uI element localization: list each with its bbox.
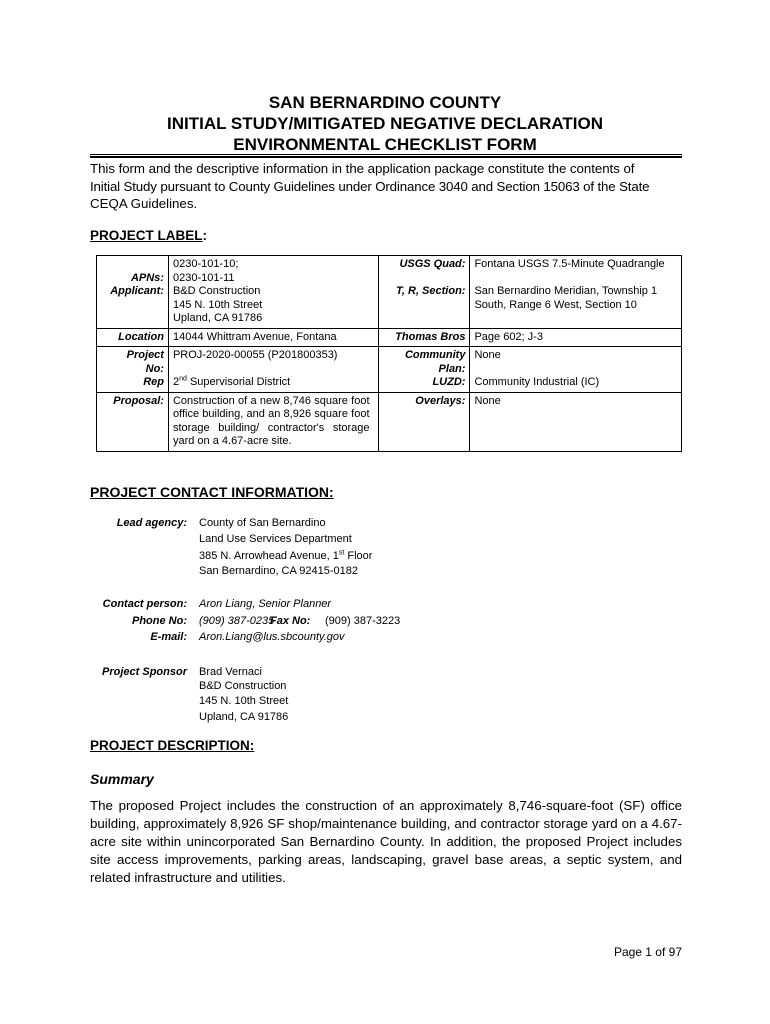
lead-agency-label: Lead agency: — [116, 517, 187, 529]
project-no-value: PROJ-2020-00055 (P201800353) — [172, 349, 338, 361]
community-label-2: Plan: — [438, 362, 466, 375]
trs-label: T, R, Section: — [395, 285, 466, 297]
phone-value: (909) 387-0235 — [199, 615, 275, 627]
project-description-heading: PROJECT DESCRIPTION: — [90, 738, 255, 753]
lead-agency-address-floor: Floor — [344, 550, 373, 562]
lead-agency-address-sup: st — [338, 549, 345, 557]
usgs-value-cell — [470, 256, 682, 329]
lead-agency-line-3 — [199, 548, 372, 564]
applicant-value-1: B&D Construction — [172, 285, 261, 297]
rep-value-text: Supervisorial District — [186, 376, 291, 388]
intro-line-2: Initial Study pursuant to County Guidelines under Ordinance 3040 and Section 15063 of the State — [90, 178, 650, 194]
table-row — [97, 392, 682, 451]
phone-label: Phone No: — [132, 615, 187, 627]
sponsor-line-3: 145 N. 10th Street — [199, 695, 289, 707]
location-value: 14044 Whittram Avenue, Fontana — [168, 328, 378, 347]
table-row — [97, 256, 682, 329]
title-line-3: ENVIRONMENTAL CHECKLIST FORM — [233, 135, 537, 154]
apns-label-cell — [97, 256, 169, 329]
summary-paragraph: The proposed Project includes the construction of an approximately 8,746-square-foot (SF) office building, approximately 8,926 SF shop/maintenance building, and contractor storage yard on a 4.67-acre site within unincorporated San Bernardino County. In addition, the proposed Project includes site access improvements, parking areas, landscaping, gravel base areas, a septic system, and related infrastructure and utilities. — [90, 798, 682, 885]
proposal-value: Construction of a new 8,746 square foot office building, and an 8,926 square foot storage building/ contractor's storage yard on a 4.67-acre site. — [168, 392, 378, 451]
lead-agency-line-1: County of San Bernardino — [199, 517, 326, 529]
community-label-cell — [378, 347, 470, 393]
contact-person-label: Contact person: — [102, 598, 187, 610]
document-title — [90, 92, 680, 155]
lead-agency-address: 385 N. Arrowhead Avenue, 1 — [199, 550, 339, 562]
community-value: None — [474, 349, 501, 361]
sponsor-line-4: Upland, CA 91786 — [199, 711, 289, 723]
title-divider — [90, 154, 682, 158]
usgs-value: Fontana USGS 7.5-Minute Quadrangle — [474, 258, 665, 270]
usgs-label: USGS Quad: — [399, 258, 466, 270]
thomas-label: Thomas Bros — [378, 328, 470, 347]
apns-value-2: 0230-101-11 — [172, 271, 235, 284]
project-no-label-1: Project — [126, 349, 164, 361]
community-label-1: Community — [404, 349, 466, 361]
proposal-label: Proposal: — [97, 392, 169, 451]
intro-line-1: This form and the descriptive information in the application package constitute the contents of — [90, 161, 635, 176]
luzd-value: Community Industrial (IC) — [474, 376, 600, 388]
page-number: Page 1 of 97 — [613, 945, 682, 959]
trs-value-2: South, Range 6 West, Section 10 — [474, 298, 637, 311]
fax-value: (909) 387-3223 — [325, 615, 401, 627]
contact-person-value: Aron Liang, Senior Planner — [199, 598, 332, 610]
applicant-value-3: Upland, CA 91786 — [172, 312, 263, 324]
overlays-label: Overlays: — [378, 392, 470, 451]
intro-line-3: CEQA Guidelines. — [90, 196, 198, 211]
summary-heading: Summary — [90, 771, 154, 787]
trs-value-1: San Bernardino Meridian, Township 1 — [474, 285, 658, 297]
project-no-label-2: No: — [145, 362, 164, 375]
rep-value-num: 2 — [172, 376, 180, 388]
apns-label: APNs: — [130, 271, 164, 284]
project-label-table — [96, 255, 682, 452]
thomas-value: Page 602; J-3 — [470, 328, 682, 347]
lead-agency-line-2: Land Use Services Department — [199, 533, 352, 545]
applicant-value-2: 145 N. 10th Street — [172, 298, 263, 311]
lead-agency-line-4: San Bernardino, CA 92415-0182 — [199, 565, 359, 577]
rep-value — [173, 376, 290, 388]
email-value[interactable]: Aron.Liang@lus.sbcounty.gov — [199, 631, 345, 643]
project-sponsor-label: Project Sponsor — [102, 666, 187, 678]
table-row — [97, 347, 682, 393]
sponsor-line-2: B&D Construction — [199, 680, 287, 692]
title-line-1: SAN BERNARDINO COUNTY — [268, 93, 502, 112]
overlays-value: None — [470, 392, 682, 451]
intro-paragraph — [90, 160, 682, 213]
project-no-label-cell — [97, 347, 169, 393]
rep-value-sup: nd — [179, 375, 187, 383]
project-label-heading-colon: : — [202, 228, 208, 243]
contact-heading: PROJECT CONTACT INFORMATION: — [90, 484, 334, 500]
usgs-label-cell — [378, 256, 470, 329]
applicant-label: Applicant: — [110, 285, 164, 297]
apns-value-cell — [168, 256, 378, 329]
contact-block — [0, 515, 770, 735]
project-label-heading — [90, 228, 207, 243]
table-row — [97, 328, 682, 347]
rep-label: Rep — [143, 376, 164, 388]
apns-value-1: 0230-101-10; — [172, 258, 239, 270]
luzd-label: LUZD: — [432, 376, 466, 388]
location-label: Location — [97, 328, 169, 347]
sponsor-line-1: Brad Vernaci — [199, 666, 262, 678]
title-line-2: INITIAL STUDY/MITIGATED NEGATIVE DECLARATION — [166, 114, 603, 133]
fax-label: Fax No: — [270, 615, 311, 627]
community-value-cell — [470, 347, 682, 393]
project-label-heading-text: PROJECT LABEL — [90, 228, 203, 243]
email-label: E-mail: — [150, 631, 187, 643]
project-no-value-cell — [168, 347, 378, 393]
